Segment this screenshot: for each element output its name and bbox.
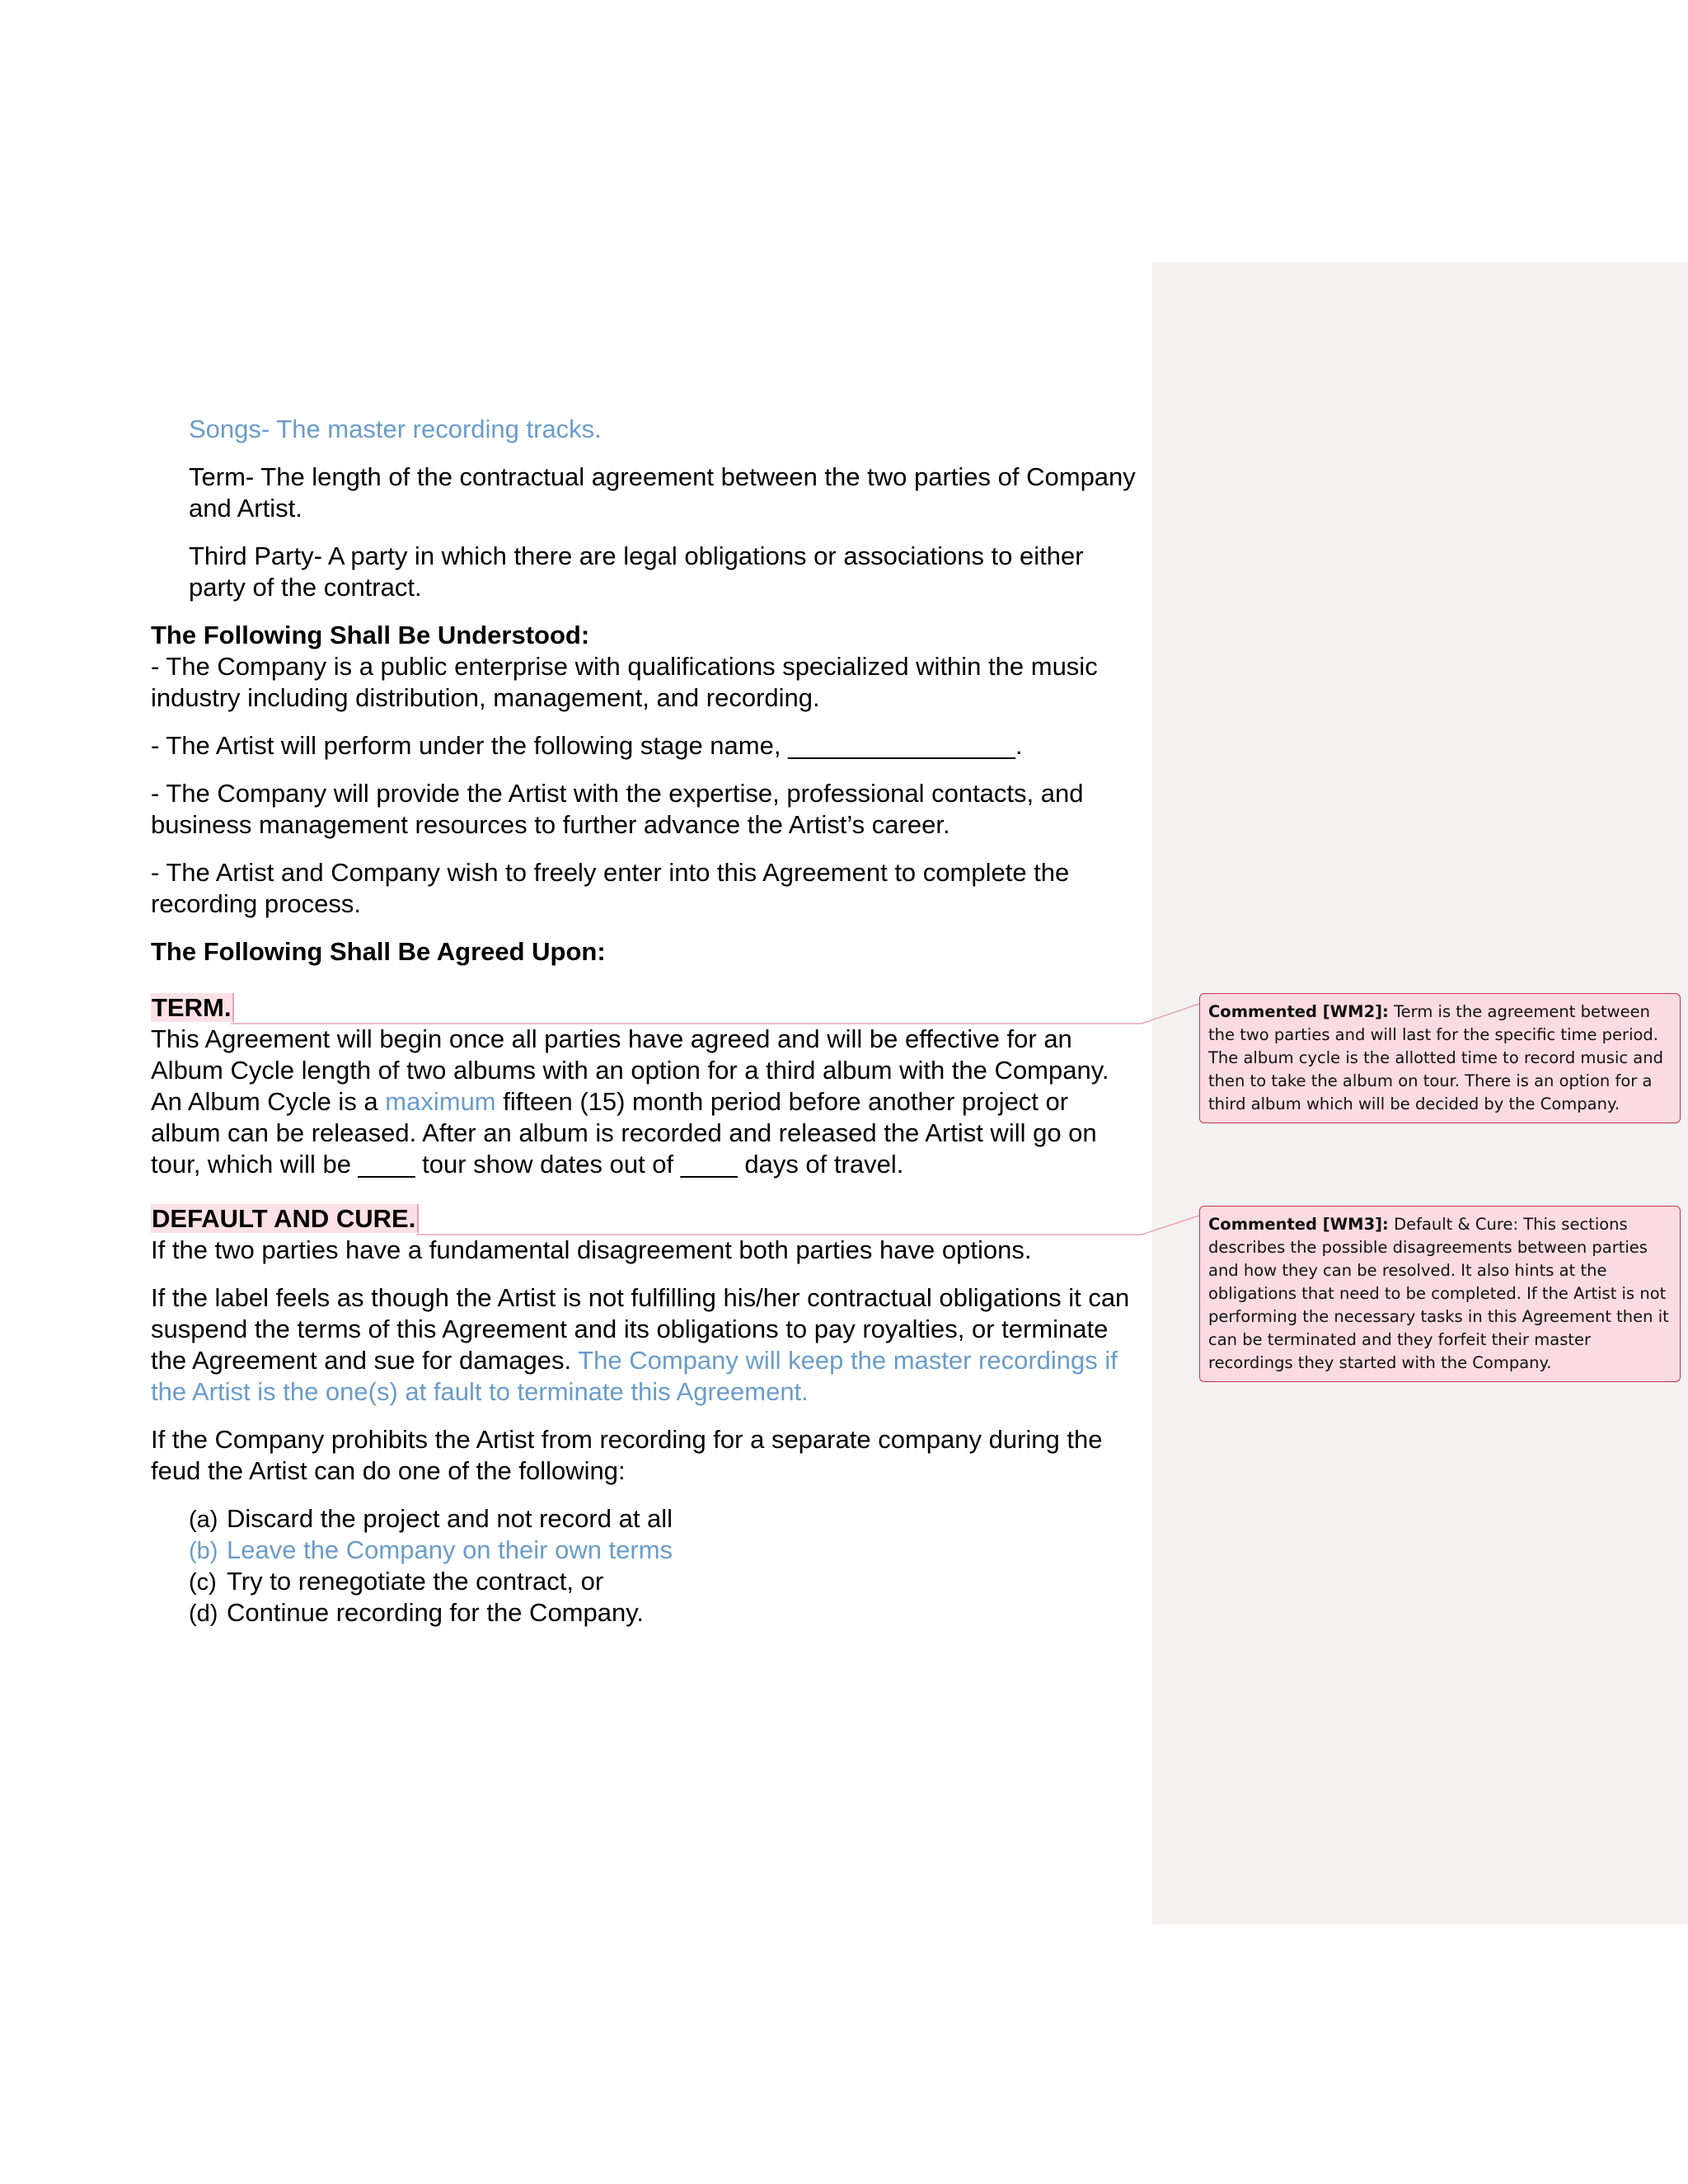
option-text: Continue recording for the Company. bbox=[227, 1598, 645, 1627]
term-text-1: This Agreement will begin once all parties have agreed and will be effective for an Album Cycle length of two albums with an option for a third album with the Company. An Album Cycle is a bbox=[151, 1024, 1109, 1116]
option-marker: (c) bbox=[189, 1569, 217, 1596]
comment-author: Commented [WM2]: bbox=[1208, 1002, 1389, 1021]
understood-item-company: - The Company is a public enterprise with qualifications specialized within the music industry including distribution, management, and recording. bbox=[151, 652, 1098, 712]
term-heading[interactable]: TERM. bbox=[151, 993, 234, 1022]
term-text-2: fifteen (15) month period before another project or album can be released. After an album is recorded and released the Artist will go on tour, which will be ____ tour show dates out of ____ days of travel. bbox=[151, 1087, 1097, 1179]
comment-author: Commented [WM3]: bbox=[1208, 1215, 1389, 1234]
option-text: Discard the project and not record at all bbox=[227, 1504, 673, 1533]
definition-term: Term- The length of the contractual agreement between the two parties of Company and Artist. bbox=[189, 462, 1136, 523]
option-marker: (b) bbox=[189, 1538, 218, 1564]
option-text: Leave the Company on their own terms bbox=[227, 1535, 673, 1564]
default-cure-para-1: If the two parties have a fundamental disagreement both parties have options. bbox=[151, 1235, 1032, 1264]
option-marker: (d) bbox=[189, 1601, 218, 1627]
option-marker: (a) bbox=[189, 1507, 218, 1533]
understood-heading: The Following Shall Be Understood: bbox=[151, 621, 590, 649]
agreed-heading: The Following Shall Be Agreed Upon: bbox=[151, 937, 606, 966]
option-text: Try to renegotiate the contract, or bbox=[227, 1567, 604, 1596]
definition-songs: Songs- The master recording tracks. bbox=[189, 415, 602, 443]
understood-item-resources: - The Company will provide the Artist with the expertise, professional contacts, and business management resources to further advance the Artist’s career. bbox=[151, 779, 1084, 839]
term-text-maximum: maximum bbox=[385, 1087, 496, 1116]
understood-item-stage-name: - The Artist will perform under the following stage name, ________________. bbox=[151, 731, 1023, 760]
comment-text: Default & Cure: This sections describes the possible disagreements between parties and how they can be resolved. It also hints at the obligations that need to be completed. If the Artist is not performing the necessary tasks in this Agreement then it can be terminated and they forfeit their master recordings they started with the Company. bbox=[1208, 1215, 1669, 1372]
understood-item-agreement: - The Artist and Company wish to freely enter into this Agreement to complete the recording process. bbox=[151, 858, 1070, 918]
comment-anchor-line-default bbox=[416, 1216, 1199, 1235]
default-cure-para-3: If the Company prohibits the Artist from recording for a separate company during the feud the Artist can do one of the following: bbox=[151, 1425, 1103, 1485]
default-cure-para-2-text: If the label feels as though the Artist is not fulfilling his/her contractual obligations it can suspend the terms of this Agreement and its obligations to pay royalties, or terminate the Agreement and sue for damages. bbox=[151, 1283, 1130, 1375]
comment-wm2[interactable] bbox=[1199, 993, 1681, 1123]
definition-third-party: Third Party- A party in which there are legal obligations or associations to either party of the contract. bbox=[189, 541, 1084, 602]
comment-text: Term is the agreement between the two parties and will last for the specific time period. The album cycle is the allotted time to record music and then to take the album on tour. There is an option for a third album which will be decided by the Company. bbox=[1208, 1002, 1663, 1113]
comment-anchor-line-term bbox=[231, 1004, 1199, 1024]
default-cure-heading[interactable]: DEFAULT AND CURE. bbox=[151, 1204, 419, 1233]
comment-wm3[interactable] bbox=[1199, 1206, 1681, 1382]
default-cure-para-2-blue: The Company will keep the master recordings if the Artist is the one(s) at fault to terminate this Agreement. bbox=[151, 1346, 1118, 1406]
